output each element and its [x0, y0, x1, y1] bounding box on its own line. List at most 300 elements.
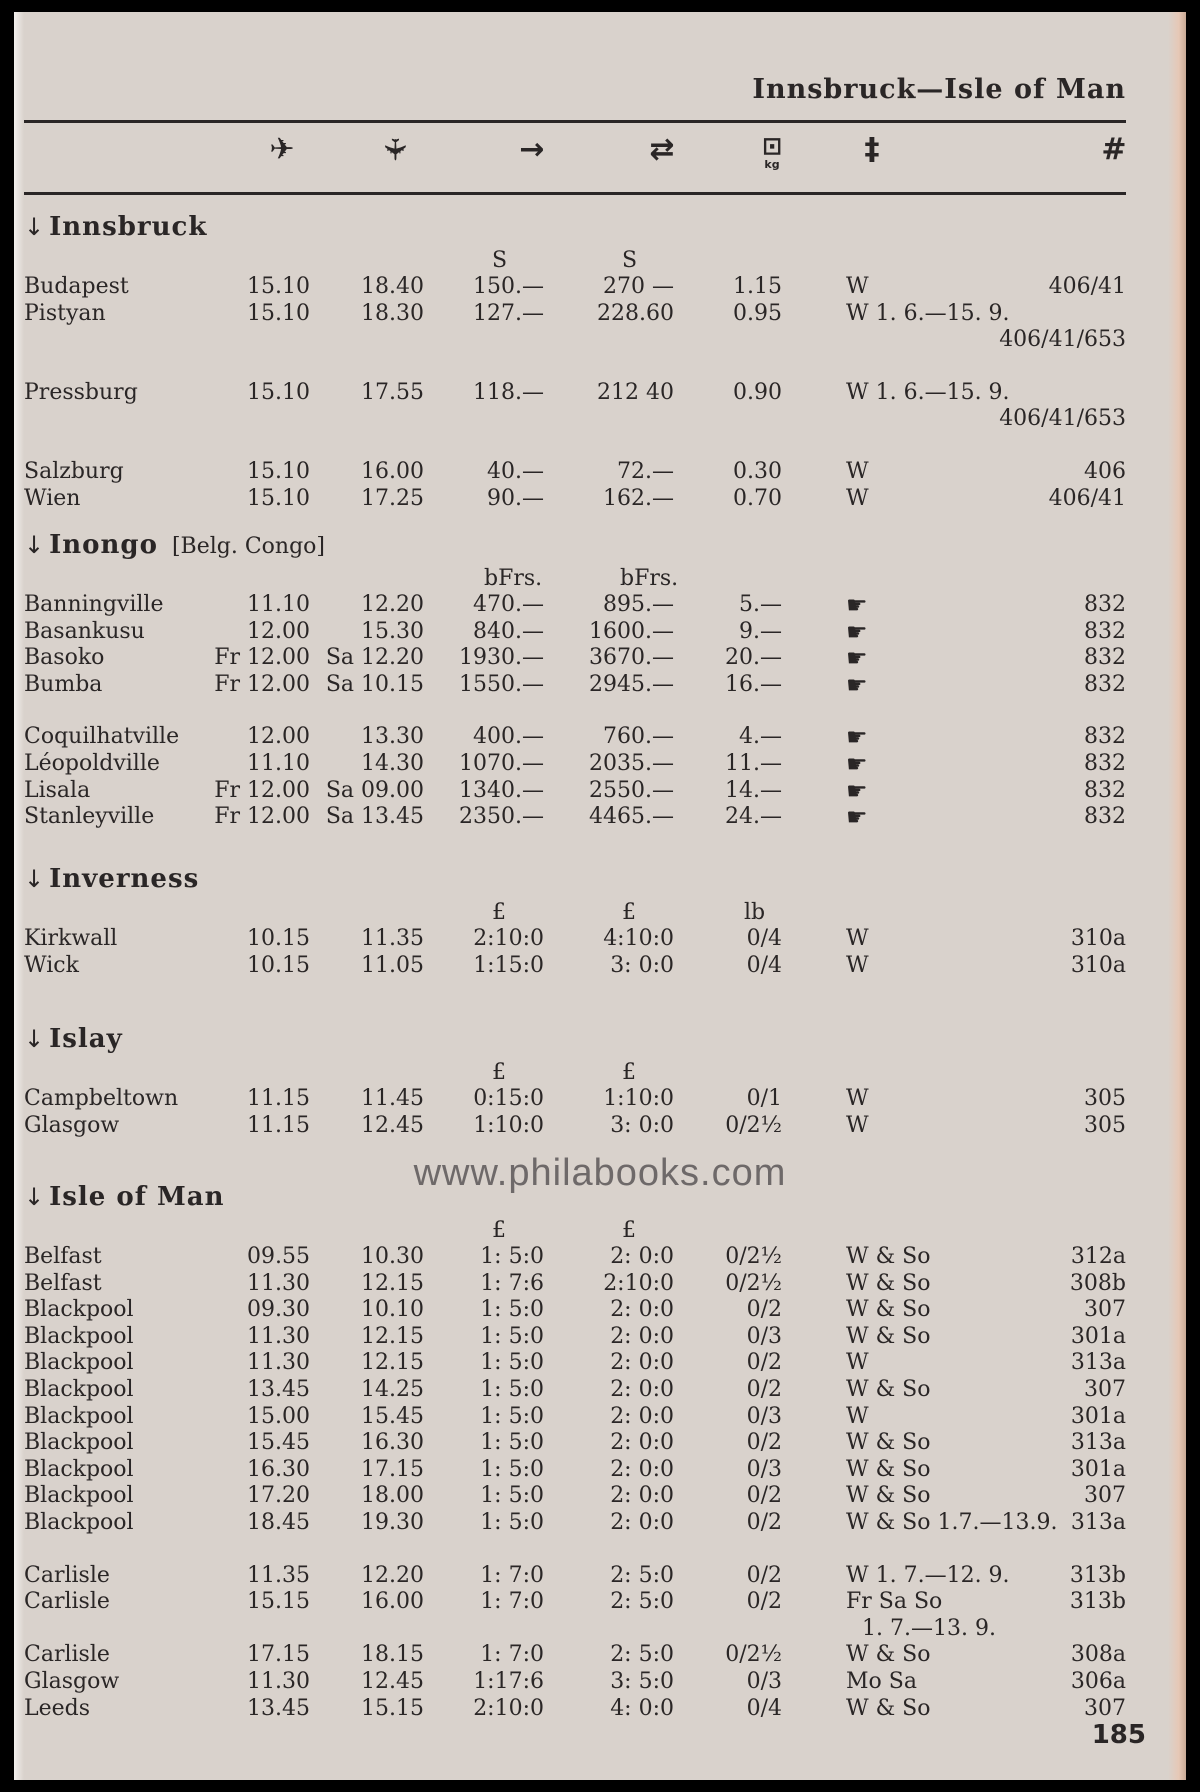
excess-baggage-rate: 0/2: [746, 1376, 782, 1402]
baggage-unit: kg: [764, 158, 780, 171]
table-reference: 307: [1084, 1297, 1126, 1323]
return-fare-unit: £: [622, 1218, 636, 1243]
table-reference: 313a: [1070, 1509, 1126, 1535]
departure-time: 11.15: [247, 1086, 310, 1111]
table-row: [24, 1271, 1144, 1298]
days-note: W 1. 7.—12. 9.: [846, 1562, 1010, 1588]
table-row: [24, 1669, 1144, 1696]
excess-baggage-rate: 0/4: [746, 926, 782, 951]
running-head: Innsbruck—Isle of Man: [752, 74, 1126, 105]
table-reference: 301a: [1070, 1456, 1126, 1482]
page-number: 185: [1091, 1720, 1146, 1750]
destination-city: Blackpool: [24, 1403, 134, 1429]
table-row: [24, 1113, 1144, 1140]
return-fare: 162.—: [603, 485, 674, 511]
excess-baggage-rate: 0/3: [746, 1323, 782, 1349]
single-fare: 1:15:0: [473, 952, 544, 978]
arrival-time: 17.55: [361, 379, 424, 405]
excess-baggage-rate: 0.30: [733, 458, 782, 484]
departure-time: 11.30: [247, 1323, 310, 1349]
arrival-time: 16.30: [361, 1430, 424, 1456]
single-fare: 1: 5:0: [480, 1244, 544, 1269]
single-fare: 150.—: [473, 274, 544, 299]
section-title: [24, 530, 1144, 560]
return-fare-unit: S: [622, 248, 638, 273]
days-note: W: [846, 485, 869, 511]
section-name: Inongo: [49, 530, 158, 560]
currency-unit-row: [24, 566, 1144, 592]
return-fare: 3: 0:0: [610, 1112, 674, 1138]
days-note: W: [846, 952, 869, 978]
excess-baggage-rate: 0/4: [746, 952, 782, 978]
departure-time: Fr 12.00: [214, 777, 310, 803]
destination-city: Blackpool: [24, 1323, 134, 1349]
destination-city: Blackpool: [24, 1350, 134, 1376]
single-fare: 0:15:0: [473, 1086, 544, 1111]
pointing-hand-icon: ☛: [846, 776, 868, 805]
excess-baggage-rate: 16.—: [725, 671, 782, 697]
single-fare: 1: 5:0: [480, 1483, 544, 1509]
return-fare: 760.—: [603, 724, 674, 750]
arrival-icon: ✈: [376, 136, 412, 163]
return-fare: 895.—: [603, 592, 674, 617]
excess-baggage-rate: 5.—: [739, 592, 782, 617]
days-note: W & So 1.7.—13.9.: [846, 1509, 1058, 1535]
table-row: [24, 1642, 1144, 1669]
excess-baggage-rate: 0/2½: [725, 1112, 782, 1138]
table-row: [24, 1324, 1144, 1351]
return-fare: 3670.—: [589, 645, 674, 671]
departure-time: 16.30: [247, 1456, 310, 1482]
table-row: [24, 953, 1144, 980]
return-fare-unit: £: [622, 900, 636, 925]
table-reference: 406/41/653: [999, 327, 1126, 353]
destination-city: Basoko: [24, 645, 105, 671]
table-row: [24, 592, 1144, 619]
down-arrow-icon: ↓: [24, 1183, 46, 1211]
destination-city: Léopoldville: [24, 750, 160, 776]
destination-city: Glasgow: [24, 1668, 120, 1694]
table-reference: 306a: [1070, 1668, 1126, 1694]
table-reference: 307: [1084, 1695, 1126, 1721]
return-fare: 2: 0:0: [610, 1297, 674, 1323]
return-fare: 2550.—: [589, 777, 674, 803]
excess-baggage-rate: 0/2: [746, 1562, 782, 1588]
table-row: [24, 1510, 1144, 1537]
departure-time: 15.10: [247, 485, 310, 511]
table-reference: 313a: [1070, 1430, 1126, 1456]
table-reference: 313b: [1069, 1562, 1126, 1588]
section-name: Inverness: [49, 864, 200, 894]
table-row: [24, 1350, 1144, 1377]
single-fare: 40.—: [487, 458, 544, 484]
pointing-hand-icon: ☛: [846, 617, 868, 646]
excess-baggage-rate: 0/3: [746, 1456, 782, 1482]
single-fare: 1: 5:0: [480, 1403, 544, 1429]
table-row: [24, 751, 1144, 778]
table-row: [24, 406, 1144, 433]
excess-baggage-rate: 0.95: [733, 300, 782, 326]
single-fare-icon: →: [519, 132, 545, 167]
header-rule-bottom: [24, 192, 1126, 195]
return-fare-unit: £: [622, 1060, 636, 1085]
excess-baggage-rate: 0/2½: [725, 1642, 782, 1668]
single-fare: 1: 5:0: [480, 1456, 544, 1482]
baggage-icon: [742, 132, 802, 170]
return-fare: 228.60: [597, 300, 674, 326]
table-row: [24, 1457, 1144, 1484]
arrival-time: Sa 10.15: [325, 671, 424, 697]
return-fare: 270 —: [603, 274, 674, 299]
single-fare: 1: 5:0: [480, 1323, 544, 1349]
arrival-time: 16.00: [361, 1589, 424, 1615]
destination-city: Campbeltown: [24, 1086, 179, 1111]
excess-baggage-rate: 0.90: [733, 379, 782, 405]
table-row: [24, 672, 1144, 699]
excess-baggage-rate: 0/4: [746, 1695, 782, 1721]
return-fare: 4:10:0: [603, 926, 674, 951]
return-fare: 2: 0:0: [610, 1350, 674, 1376]
departure-time: 10.15: [247, 952, 310, 978]
section-3: [24, 1024, 1144, 1139]
table-reference: 308b: [1069, 1270, 1126, 1296]
days-note: W 1. 6.—15. 9.: [846, 379, 1010, 405]
page-edge: [1168, 12, 1186, 1780]
table-reference: 406/41: [1048, 485, 1126, 511]
baggage-unit-label: lb: [744, 900, 766, 925]
return-fare: 2035.—: [589, 750, 674, 776]
days-note: Mo Sa: [846, 1668, 917, 1694]
arrival-time: 12.45: [361, 1112, 424, 1138]
departure-time: 13.45: [247, 1695, 310, 1721]
table-reference: 832: [1084, 724, 1126, 750]
departure-time: 18.45: [247, 1509, 310, 1535]
section-1: [24, 530, 1144, 831]
arrival-time: 18.00: [361, 1483, 424, 1509]
days-note: W & So: [846, 1430, 931, 1456]
single-fare: 1: 5:0: [480, 1376, 544, 1402]
pointing-hand-icon: ☛: [846, 803, 868, 832]
arrival-time: Sa 13.45: [325, 804, 424, 830]
return-fare: 2: 0:0: [610, 1483, 674, 1509]
down-arrow-icon: ↓: [24, 531, 46, 559]
single-fare: 1:17:6: [473, 1668, 544, 1694]
arrival-time: 11.05: [361, 952, 424, 978]
departure-time: 11.35: [247, 1562, 310, 1588]
single-fare-unit: bFrs.: [484, 566, 543, 591]
departure-time: 15.10: [247, 379, 310, 405]
timetable-page: [14, 12, 1186, 1780]
arrival-time: Sa 12.20: [325, 645, 424, 671]
destination-city: Wien: [24, 485, 81, 511]
single-fare: 1070.—: [459, 750, 544, 776]
arrival-time: 17.15: [361, 1456, 424, 1482]
single-fare: 127.—: [473, 300, 544, 326]
return-fare: 2: 0:0: [610, 1376, 674, 1402]
departure-icon: ✈: [269, 132, 295, 167]
single-fare: 118.—: [473, 379, 544, 405]
days-note: W: [846, 458, 869, 484]
section-0: [24, 212, 1144, 512]
single-fare: 840.—: [473, 618, 544, 644]
arrival-time: 15.45: [361, 1403, 424, 1429]
departure-time: Fr 12.00: [214, 804, 310, 830]
return-fare: 3: 0:0: [610, 952, 674, 978]
excess-baggage-rate: 0/2: [746, 1483, 782, 1509]
single-fare: 1930.—: [459, 645, 544, 671]
return-fare: 4465.—: [589, 804, 674, 830]
single-fare: 2:10:0: [473, 1695, 544, 1721]
destination-city: Blackpool: [24, 1509, 134, 1535]
return-fare: 2: 0:0: [610, 1323, 674, 1349]
currency-unit-row: [24, 1060, 1144, 1086]
excess-baggage-rate: 24.—: [725, 804, 782, 830]
destination-city: Kirkwall: [24, 926, 118, 951]
single-fare: 1:10:0: [473, 1112, 544, 1138]
departure-time: Fr 12.00: [214, 671, 310, 697]
single-fare: 1: 5:0: [480, 1297, 544, 1323]
table-row: [24, 1589, 1144, 1616]
departure-time: 17.20: [247, 1483, 310, 1509]
days-note: W: [846, 274, 869, 299]
table-reference: 832: [1084, 777, 1126, 803]
table-row: [24, 1616, 1144, 1643]
table-row: [24, 645, 1144, 672]
table-row: [24, 459, 1144, 486]
days-note: W & So: [846, 1297, 931, 1323]
departure-time: 17.15: [247, 1642, 310, 1668]
arrival-time: 19.30: [361, 1509, 424, 1535]
days-note: W & So: [846, 1642, 931, 1668]
table-reference: 832: [1084, 592, 1126, 617]
table-row: [24, 804, 1144, 831]
excess-baggage-rate: 0.70: [733, 485, 782, 511]
return-fare: 2: 5:0: [610, 1589, 674, 1615]
return-fare: 2: 0:0: [610, 1244, 674, 1269]
single-fare: 2350.—: [459, 804, 544, 830]
single-fare: 1: 5:0: [480, 1430, 544, 1456]
destination-city: Leeds: [24, 1695, 91, 1721]
excess-baggage-rate: 0/2: [746, 1509, 782, 1535]
departure-time: Fr 12.00: [214, 645, 310, 671]
table-row: [24, 1563, 1144, 1590]
departure-time: 11.10: [247, 592, 310, 617]
table-row: [24, 1086, 1144, 1113]
single-fare-unit: £: [492, 1060, 506, 1085]
table-row: [24, 1404, 1144, 1431]
excess-baggage-rate: 0/3: [746, 1403, 782, 1429]
excess-baggage-rate: 4.—: [739, 724, 782, 750]
table-reference: 832: [1084, 645, 1126, 671]
destination-city: Blackpool: [24, 1297, 134, 1323]
days-note: W & So: [846, 1695, 931, 1721]
table-reference: 406/41: [1048, 274, 1126, 299]
destination-city: Belfast: [24, 1244, 102, 1269]
days-note: W & So: [846, 1270, 931, 1296]
departure-time: 15.15: [247, 1589, 310, 1615]
single-fare: 400.—: [473, 724, 544, 750]
departure-time: 11.10: [247, 750, 310, 776]
table-row: [24, 1483, 1144, 1510]
return-fare-icon: ⇄: [649, 132, 675, 167]
table-reference: 301a: [1070, 1323, 1126, 1349]
single-fare: 1: 5:0: [480, 1350, 544, 1376]
table-reference: 307: [1084, 1483, 1126, 1509]
down-arrow-icon: ↓: [24, 865, 46, 893]
down-arrow-icon: ↓: [24, 213, 46, 241]
table-reference: 832: [1084, 804, 1126, 830]
departure-time: 09.30: [247, 1297, 310, 1323]
table-reference: 310a: [1070, 926, 1126, 951]
table-row: [24, 274, 1144, 301]
destination-city: Pressburg: [24, 379, 138, 405]
single-fare: 1: 5:0: [480, 1509, 544, 1535]
table-reference: 301a: [1070, 1403, 1126, 1429]
destination-city: Budapest: [24, 274, 129, 299]
days-note: W & So: [846, 1456, 931, 1482]
destination-city: Pistyan: [24, 300, 106, 326]
excess-baggage-rate: 9.—: [739, 618, 782, 644]
page-binding: [14, 12, 24, 1780]
section-name: Isle of Man: [49, 1182, 225, 1212]
row-gap: [24, 698, 1144, 724]
table-reference: 307: [1084, 1376, 1126, 1402]
return-fare: 2945.—: [589, 671, 674, 697]
table-reference: 313b: [1069, 1589, 1126, 1615]
departure-time: 11.30: [247, 1270, 310, 1296]
departure-time: 11.15: [247, 1112, 310, 1138]
arrival-time: 17.25: [361, 485, 424, 511]
destination-city: Carlisle: [24, 1562, 110, 1588]
single-fare: 90.—: [487, 485, 544, 511]
pointing-hand-icon: ☛: [846, 749, 868, 778]
currency-unit-row: [24, 1218, 1144, 1244]
arrival-time: 11.45: [361, 1086, 424, 1111]
arrival-time: 18.30: [361, 300, 424, 326]
table-row: [24, 486, 1144, 513]
days-note: W & So: [846, 1483, 931, 1509]
days-note: W 1. 6.—15. 9.: [846, 300, 1010, 326]
table-ref-icon: #: [1101, 132, 1127, 167]
departure-time: 09.55: [247, 1244, 310, 1269]
return-fare: 2: 0:0: [610, 1430, 674, 1456]
destination-city: Wick: [24, 952, 79, 978]
destination-city: Blackpool: [24, 1376, 134, 1402]
excess-baggage-rate: 20.—: [725, 645, 782, 671]
table-row: [24, 327, 1144, 354]
header-rule-top: [24, 120, 1126, 123]
single-fare: 1: 7:0: [480, 1562, 544, 1588]
table-row: [24, 380, 1144, 407]
destination-city: Salzburg: [24, 458, 124, 484]
table-reference: 832: [1084, 671, 1126, 697]
return-fare: 2: 5:0: [610, 1562, 674, 1588]
arrival-time: 16.00: [361, 458, 424, 484]
table-reference: 832: [1084, 618, 1126, 644]
pointing-hand-icon: ☛: [846, 591, 868, 619]
excess-baggage-rate: 1.15: [733, 274, 782, 299]
excess-baggage-rate: 0/2: [746, 1589, 782, 1615]
return-fare: 2: 0:0: [610, 1456, 674, 1482]
destination-city: Glasgow: [24, 1112, 120, 1138]
return-fare: 2:10:0: [603, 1270, 674, 1296]
excess-baggage-rate: 0/3: [746, 1668, 782, 1694]
table-row: [24, 724, 1144, 751]
arrival-time: 12.20: [361, 1562, 424, 1588]
return-fare: 212 40: [597, 379, 674, 405]
arrival-time: 10.30: [361, 1244, 424, 1269]
table-reference: 406: [1084, 458, 1126, 484]
pointing-hand-icon: ☛: [846, 670, 868, 699]
destination-city: Carlisle: [24, 1642, 110, 1668]
section-4: [24, 1182, 1144, 1722]
table-row: [24, 1430, 1144, 1457]
days-note: W: [846, 1112, 869, 1138]
departure-time: 11.30: [247, 1668, 310, 1694]
single-fare: 1: 7:0: [480, 1589, 544, 1615]
row-gap: [24, 354, 1144, 380]
return-fare: 72.—: [617, 458, 674, 484]
pointing-hand-icon: ☛: [846, 644, 868, 673]
destination-city: Belfast: [24, 1270, 102, 1296]
return-fare-unit: bFrs.: [620, 566, 679, 591]
return-fare: 4: 0:0: [610, 1695, 674, 1721]
arrival-time: 15.15: [361, 1695, 424, 1721]
arrival-time: 14.30: [361, 750, 424, 776]
departure-time: 12.00: [247, 618, 310, 644]
excess-baggage-rate: 0/2: [746, 1350, 782, 1376]
table-reference: 310a: [1070, 952, 1126, 978]
destination-city: Blackpool: [24, 1483, 134, 1509]
table-reference: 308a: [1070, 1642, 1126, 1668]
excess-baggage-rate: 0/2: [746, 1430, 782, 1456]
destination-city: Basankusu: [24, 618, 145, 644]
section-title: [24, 212, 1144, 242]
table-reference: 406/41/653: [999, 406, 1126, 432]
pointing-hand-icon: ☛: [846, 723, 868, 752]
section-title: [24, 864, 1144, 894]
table-reference: 832: [1084, 750, 1126, 776]
single-fare: 1: 7:0: [480, 1642, 544, 1668]
arrival-time: 12.15: [361, 1270, 424, 1296]
table-row: [24, 926, 1144, 953]
section-name: Islay: [49, 1024, 123, 1054]
section-2: [24, 864, 1144, 979]
excess-baggage-rate: 14.—: [725, 777, 782, 803]
return-fare: 1:10:0: [603, 1086, 674, 1111]
down-arrow-icon: ↓: [24, 1025, 46, 1053]
departure-time: 10.15: [247, 926, 310, 951]
departure-time: 15.10: [247, 300, 310, 326]
excess-baggage-rate: 11.—: [725, 750, 782, 776]
section-subtitle: [Belg. Congo]: [171, 534, 325, 559]
excess-baggage-rate: 0/2½: [725, 1244, 782, 1269]
arrival-time: 13.30: [361, 724, 424, 750]
single-fare-unit: S: [492, 248, 508, 273]
departure-time: 15.10: [247, 458, 310, 484]
table-reference: 313a: [1070, 1350, 1126, 1376]
single-fare: 470.—: [473, 592, 544, 617]
departure-time: 11.30: [247, 1350, 310, 1376]
excess-baggage-rate: 0/2½: [725, 1270, 782, 1296]
days-note: W: [846, 1350, 869, 1376]
departure-time: 15.45: [247, 1430, 310, 1456]
arrival-time: 18.40: [361, 274, 424, 299]
table-reference: 312a: [1070, 1244, 1126, 1269]
baggage-glyph: ⊡: [761, 132, 783, 160]
return-fare: 1600.—: [589, 618, 674, 644]
destination-city: Blackpool: [24, 1456, 134, 1482]
